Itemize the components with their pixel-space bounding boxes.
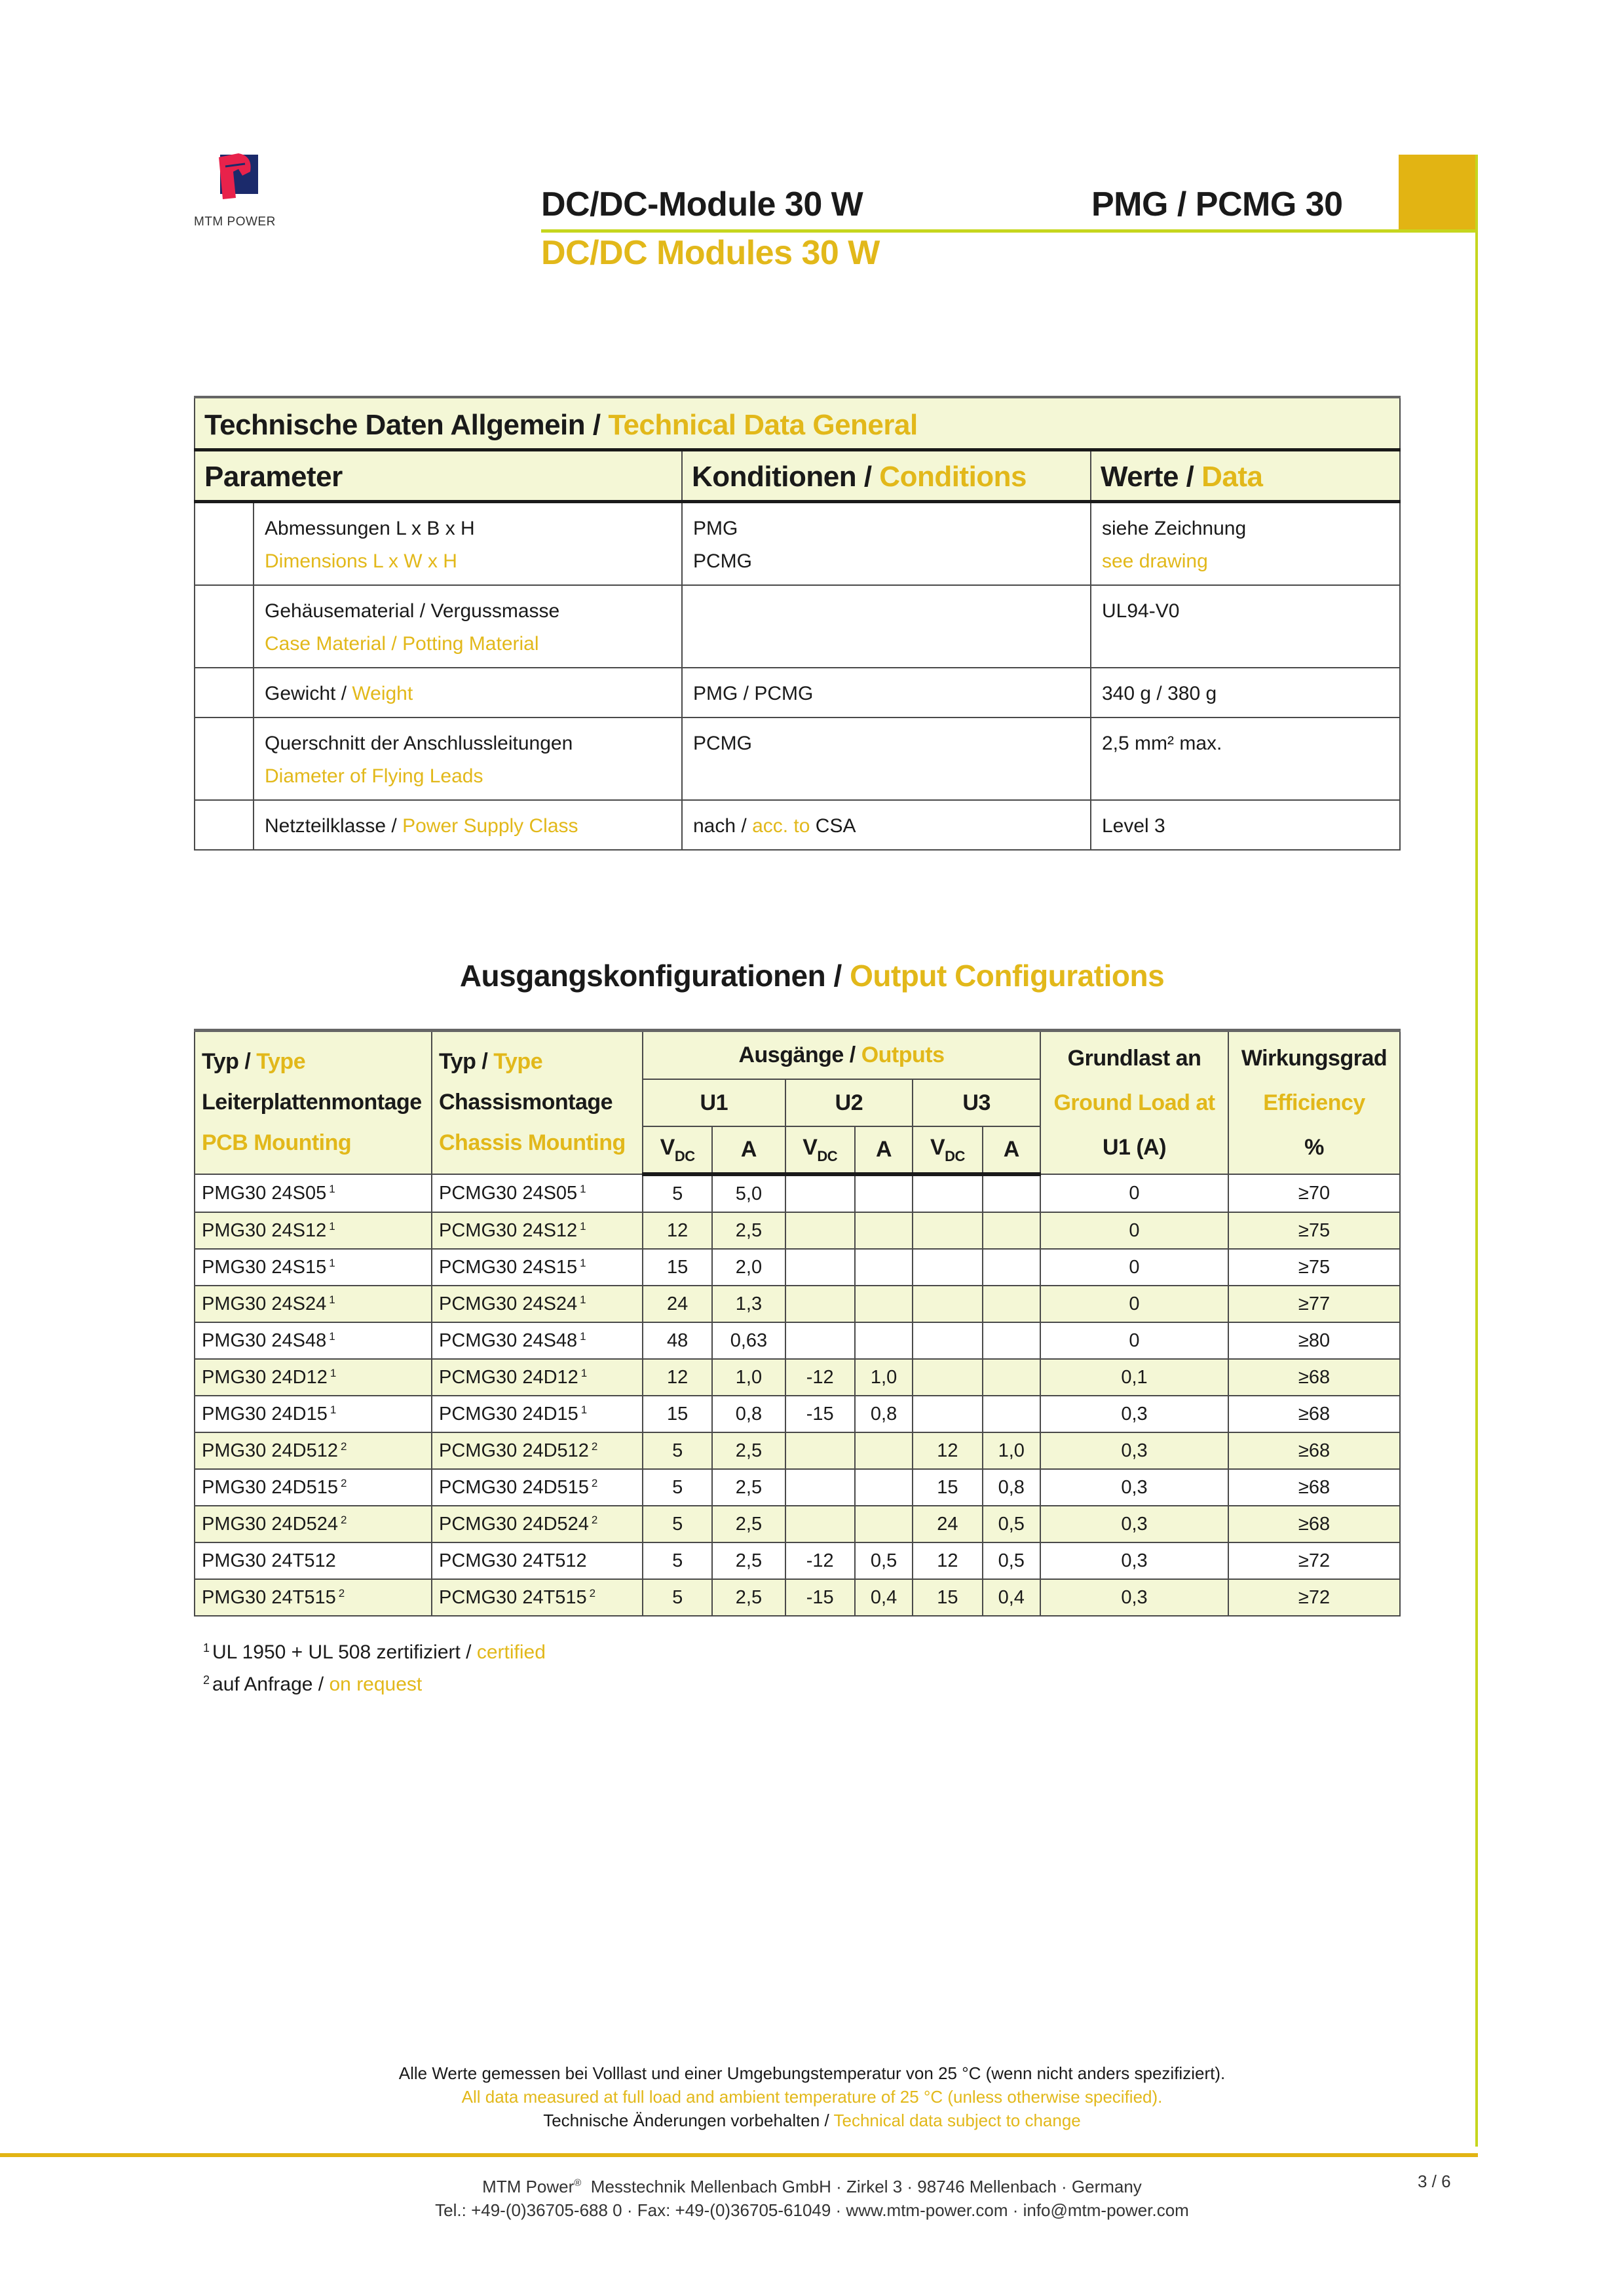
u1a-cell: 0,63: [712, 1322, 785, 1359]
col-header-u2-v: $V_{DC}$: [785, 1126, 855, 1174]
col-header-u3-a: A: [983, 1126, 1040, 1174]
condition-cell: nach / acc. to CSA: [682, 800, 1091, 850]
u2v-cell: [785, 1432, 855, 1469]
u3v-cell: [913, 1286, 982, 1322]
footnote-mark: 1: [580, 1330, 586, 1343]
page-number: 3 / 6: [1418, 2172, 1451, 2191]
u3a-cell: [983, 1322, 1040, 1359]
chassis-type-cell: PCMG30 24D15 $^1$: [432, 1396, 643, 1432]
u3v-cell: [913, 1212, 982, 1249]
u1a-cell: 2,5: [712, 1506, 785, 1542]
table-row: [195, 1432, 1400, 1469]
ground-cell: 0: [1040, 1322, 1228, 1359]
col-header-outputs: Ausgänge / Outputs: [643, 1031, 1040, 1079]
u3a-cell: 1,0: [983, 1432, 1040, 1469]
footnote-1: $^1$ UL 1950 + UL 508 zertifiziert / certified: [203, 1641, 546, 1663]
col-header-u2: U2: [785, 1079, 913, 1127]
pcb-type-cell: PMG30 24D512 $^2$: [195, 1432, 432, 1469]
table-row: [195, 1359, 1400, 1396]
table-row: [195, 1212, 1400, 1249]
table-row: [195, 800, 1400, 850]
u2v-cell: [785, 1174, 855, 1212]
u1v-cell: 12: [643, 1212, 712, 1249]
pcb-type-cell: PMG30 24S05 $^1$: [195, 1174, 432, 1212]
pcb-type-cell: PMG30 24S48 $^1$: [195, 1322, 432, 1359]
pcb-type-cell: PMG30 24D12 $^1$: [195, 1359, 432, 1396]
u2a-cell: [855, 1212, 913, 1249]
chassis-type-cell: PCMG30 24S05 $^1$: [432, 1174, 643, 1212]
u2v-cell: [785, 1506, 855, 1542]
ground-cell: 0: [1040, 1249, 1228, 1286]
u2a-cell: [855, 1506, 913, 1542]
eff-cell: ≥72: [1228, 1579, 1400, 1616]
footnote-mark: 1: [329, 1256, 335, 1269]
note-change: Technische Änderungen vorbehalten / Technical data subject to change: [543, 2111, 1081, 2130]
u1v-cell: 5: [643, 1579, 712, 1616]
footnote-mark: 1: [329, 1293, 335, 1306]
u1a-cell: 2,5: [712, 1579, 785, 1616]
u3v-cell: 24: [913, 1506, 982, 1542]
footnote-mark: 1: [580, 1366, 588, 1379]
u1v-cell: 24: [643, 1286, 712, 1322]
table-row: [195, 1286, 1400, 1322]
u3a-cell: 0,4: [983, 1579, 1040, 1616]
u2a-cell: [855, 1469, 913, 1506]
u2a-cell: [855, 1249, 913, 1286]
ground-cell: 0: [1040, 1212, 1228, 1249]
page-title-de: DC/DC-Module 30 W: [541, 185, 863, 223]
col-header-chassis: Typ / Type Chassismontage Chassis Mounting: [432, 1031, 643, 1175]
u2v-cell: [785, 1322, 855, 1359]
value-cell: 340 g / 380 g: [1091, 668, 1400, 718]
eff-cell: ≥72: [1228, 1542, 1400, 1579]
u2a-cell: 0,8: [855, 1396, 913, 1432]
u3v-cell: [913, 1322, 982, 1359]
pcb-type-cell: PMG30 24T515 $^2$: [195, 1579, 432, 1616]
table-row: [195, 1579, 1400, 1616]
chassis-type-cell: PCMG30 24D524 $^2$: [432, 1506, 643, 1542]
ground-cell: 0,3: [1040, 1542, 1228, 1579]
output-section-title: Ausgangskonfigurationen / Output Configurations: [459, 959, 1165, 993]
table-row: [195, 1249, 1400, 1286]
footnote-mark: 1: [329, 1330, 335, 1343]
table-row: [195, 1542, 1400, 1579]
u2v-cell: -15: [785, 1579, 855, 1616]
u3a-cell: [983, 1212, 1040, 1249]
page-title-en: DC/DC Modules 30 W: [541, 234, 880, 272]
ground-cell: 0,3: [1040, 1579, 1228, 1616]
param-cell: Abmessungen L x B x H Dimensions L x W x H: [254, 502, 682, 586]
logo-brand-text: MTM POWER: [194, 215, 276, 229]
footnote-mark: 2: [340, 1440, 347, 1453]
eff-cell: ≥75: [1228, 1212, 1400, 1249]
footnote-mark: 1: [580, 1403, 588, 1416]
u2v-cell: [785, 1249, 855, 1286]
u1a-cell: 1,0: [712, 1359, 785, 1396]
pcb-type-cell: PMG30 24S12 $^1$: [195, 1212, 432, 1249]
table-row: [195, 1396, 1400, 1432]
note-de: Alle Werte gemessen bei Volllast und einer Umgebungstemperatur von 25 °C (wenn nicht anders spezifiziert).: [398, 2063, 1226, 2083]
general-table-title: Technische Daten Allgemein / Technical Data General: [195, 397, 1400, 450]
col-header-u1-a: A: [712, 1126, 785, 1174]
u1v-cell: 5: [643, 1174, 712, 1212]
u2v-cell: -15: [785, 1396, 855, 1432]
footnote-mark: 1: [330, 1403, 337, 1416]
u2v-cell: [785, 1212, 855, 1249]
col-header-u1-v: $V_{DC}$: [643, 1126, 712, 1174]
u1v-cell: 5: [643, 1542, 712, 1579]
u2v-cell: -12: [785, 1359, 855, 1396]
u3a-cell: [983, 1249, 1040, 1286]
value-cell: 2,5 mm² max.: [1091, 718, 1400, 800]
chassis-type-cell: PCMG30 24D515 $^2$: [432, 1469, 643, 1506]
condition-cell: [682, 585, 1091, 668]
col-header-data: Werte / Data: [1091, 450, 1400, 502]
u2a-cell: 0,4: [855, 1579, 913, 1616]
footer-divider: [0, 2153, 1478, 2157]
condition-cell: PCMG: [682, 718, 1091, 800]
ground-cell: 0: [1040, 1286, 1228, 1322]
u3a-cell: 0,5: [983, 1506, 1040, 1542]
u1a-cell: 1,3: [712, 1286, 785, 1322]
footnote-mark: 2: [340, 1476, 347, 1489]
u3a-cell: [983, 1396, 1040, 1432]
general-data-table: [194, 396, 1401, 851]
eff-cell: ≥75: [1228, 1249, 1400, 1286]
company-contact: Tel.: +49-(0)36705-688 0 · Fax: +49-(0)36705-61049 · www.mtm-power.com · info@mtm-power.com: [435, 2200, 1189, 2220]
u2v-cell: -12: [785, 1542, 855, 1579]
u1v-cell: 15: [643, 1396, 712, 1432]
chassis-type-cell: PCMG30 24T512: [432, 1542, 643, 1579]
chassis-type-cell: PCMG30 24D512 $^2$: [432, 1432, 643, 1469]
footnote-mark: 1: [329, 1182, 335, 1195]
footnote-mark: 1: [330, 1366, 337, 1379]
u3v-cell: 12: [913, 1542, 982, 1579]
u1a-cell: 2,5: [712, 1212, 785, 1249]
table-row: [195, 1469, 1400, 1506]
u1a-cell: 2,5: [712, 1432, 785, 1469]
col-header-u3-v: $V_{DC}$: [913, 1126, 982, 1174]
pcb-type-cell: PMG30 24S15 $^1$: [195, 1249, 432, 1286]
u1a-cell: 0,8: [712, 1396, 785, 1432]
u1v-cell: 12: [643, 1359, 712, 1396]
eff-cell: ≥68: [1228, 1469, 1400, 1506]
eff-cell: ≥80: [1228, 1322, 1400, 1359]
pcb-type-cell: PMG30 24D524 $^2$: [195, 1506, 432, 1542]
col-header-efficiency: Wirkungsgrad Efficiency %: [1228, 1031, 1400, 1175]
table-row: [195, 668, 1400, 718]
col-header-pcb: Typ / Type Leiterplattenmontage PCB Mounting: [195, 1031, 432, 1175]
ground-cell: 0,3: [1040, 1469, 1228, 1506]
header-divider: [541, 229, 1478, 233]
u1a-cell: 2,5: [712, 1542, 785, 1579]
u3a-cell: 0,8: [983, 1469, 1040, 1506]
u1v-cell: 15: [643, 1249, 712, 1286]
footnote-mark: 1: [580, 1182, 586, 1195]
col-header-parameter: Parameter: [195, 450, 682, 502]
pcb-type-cell: PMG30 24T512: [195, 1542, 432, 1579]
mtm-power-logo-icon: [216, 152, 259, 199]
u2a-cell: [855, 1286, 913, 1322]
pcb-type-cell: PMG30 24D15 $^1$: [195, 1396, 432, 1432]
u1a-cell: 2,5: [712, 1469, 785, 1506]
u3v-cell: [913, 1174, 982, 1212]
footnote-mark: 2: [338, 1586, 345, 1599]
output-config-table: [194, 1029, 1401, 1617]
chassis-type-cell: PCMG30 24S15 $^1$: [432, 1249, 643, 1286]
u3v-cell: [913, 1359, 982, 1396]
u2v-cell: [785, 1469, 855, 1506]
u3v-cell: [913, 1396, 982, 1432]
u2a-cell: [855, 1174, 913, 1212]
table-row: [195, 1174, 1400, 1212]
output-table-body: [195, 1174, 1400, 1616]
value-cell: UL94-V0: [1091, 585, 1400, 668]
chassis-type-cell: PCMG30 24S48 $^1$: [432, 1322, 643, 1359]
col-header-ground-load: Grundlast an Ground Load at U1 (A): [1040, 1031, 1228, 1175]
eff-cell: ≥68: [1228, 1432, 1400, 1469]
u2a-cell: 1,0: [855, 1359, 913, 1396]
u1v-cell: 48: [643, 1322, 712, 1359]
ground-cell: 0,1: [1040, 1359, 1228, 1396]
u3a-cell: [983, 1359, 1040, 1396]
chassis-type-cell: PCMG30 24T515 $^2$: [432, 1579, 643, 1616]
table-row: [195, 718, 1400, 800]
eff-cell: ≥70: [1228, 1174, 1400, 1212]
table-row: [195, 1322, 1400, 1359]
u3v-cell: 15: [913, 1579, 982, 1616]
eff-cell: ≥68: [1228, 1396, 1400, 1432]
footnote-mark: 2: [591, 1440, 598, 1453]
col-header-u3: U3: [913, 1079, 1040, 1127]
footnote-mark: 2: [591, 1476, 598, 1489]
right-border-rule: [1475, 155, 1478, 2147]
table-row: [195, 502, 1400, 586]
model-title: PMG / PCMG 30: [1091, 185, 1343, 223]
measurement-notes: [0, 2061, 1624, 2132]
condition-cell: PMG PCMG: [682, 502, 1091, 586]
param-cell: Netzteilklasse / Power Supply Class: [254, 800, 682, 850]
u2v-cell: [785, 1286, 855, 1322]
col-header-conditions: Konditionen / Conditions: [682, 450, 1091, 502]
footnote-mark: 1: [580, 1293, 586, 1306]
param-cell: Gehäusematerial / Vergussmasse Case Material / Potting Material: [254, 585, 682, 668]
u3v-cell: 15: [913, 1469, 982, 1506]
chassis-type-cell: PCMG30 24S12 $^1$: [432, 1212, 643, 1249]
pcb-type-cell: PMG30 24S24 $^1$: [195, 1286, 432, 1322]
u1v-cell: 5: [643, 1506, 712, 1542]
u1a-cell: 5,0: [712, 1174, 785, 1212]
footnote-mark: 1: [580, 1256, 586, 1269]
condition-cell: PMG / PCMG: [682, 668, 1091, 718]
u1v-cell: 5: [643, 1432, 712, 1469]
footnote-mark: 2: [591, 1513, 598, 1526]
u3v-cell: [913, 1249, 982, 1286]
table-row: [195, 1506, 1400, 1542]
u1v-cell: 5: [643, 1469, 712, 1506]
table-row: [195, 585, 1400, 668]
footnotes: [203, 1634, 546, 1698]
u2a-cell: 0,5: [855, 1542, 913, 1579]
u3a-cell: [983, 1174, 1040, 1212]
ground-cell: 0,3: [1040, 1506, 1228, 1542]
param-cell: Gewicht / Weight: [254, 668, 682, 718]
ground-cell: 0: [1040, 1174, 1228, 1212]
u3a-cell: 0,5: [983, 1542, 1040, 1579]
note-en: All data measured at full load and ambient temperature of 25 °C (unless otherwise specified).: [461, 2087, 1163, 2107]
eff-cell: ≥77: [1228, 1286, 1400, 1322]
footnote-mark: 2: [589, 1586, 596, 1599]
chassis-type-cell: PCMG30 24D12 $^1$: [432, 1359, 643, 1396]
header-accent-block: [1399, 155, 1477, 229]
u3v-cell: 12: [913, 1432, 982, 1469]
param-cell: Querschnitt der Anschlussleitungen Diameter of Flying Leads: [254, 718, 682, 800]
chassis-type-cell: PCMG30 24S24 $^1$: [432, 1286, 643, 1322]
company-address: MTM Power® Messtechnik Mellenbach GmbH · Zirkel 3 · 98746 Mellenbach · Germany: [482, 2177, 1142, 2196]
u2a-cell: [855, 1432, 913, 1469]
col-header-u1: U1: [643, 1079, 785, 1127]
col-header-u2-a: A: [855, 1126, 913, 1174]
company-footer: [0, 2172, 1624, 2222]
footnote-mark: 1: [329, 1219, 335, 1233]
footnote-2: $^2$ auf Anfrage / on request: [203, 1674, 423, 1695]
u2a-cell: [855, 1322, 913, 1359]
value-cell: Level 3: [1091, 800, 1400, 850]
eff-cell: ≥68: [1228, 1359, 1400, 1396]
footnote-mark: 1: [580, 1219, 586, 1233]
u3a-cell: [983, 1286, 1040, 1322]
eff-cell: ≥68: [1228, 1506, 1400, 1542]
ground-cell: 0,3: [1040, 1432, 1228, 1469]
footnote-mark: 2: [340, 1513, 347, 1526]
ground-cell: 0,3: [1040, 1396, 1228, 1432]
pcb-type-cell: PMG30 24D515 $^2$: [195, 1469, 432, 1506]
value-cell: siehe Zeichnung see drawing: [1091, 502, 1400, 586]
u1a-cell: 2,0: [712, 1249, 785, 1286]
